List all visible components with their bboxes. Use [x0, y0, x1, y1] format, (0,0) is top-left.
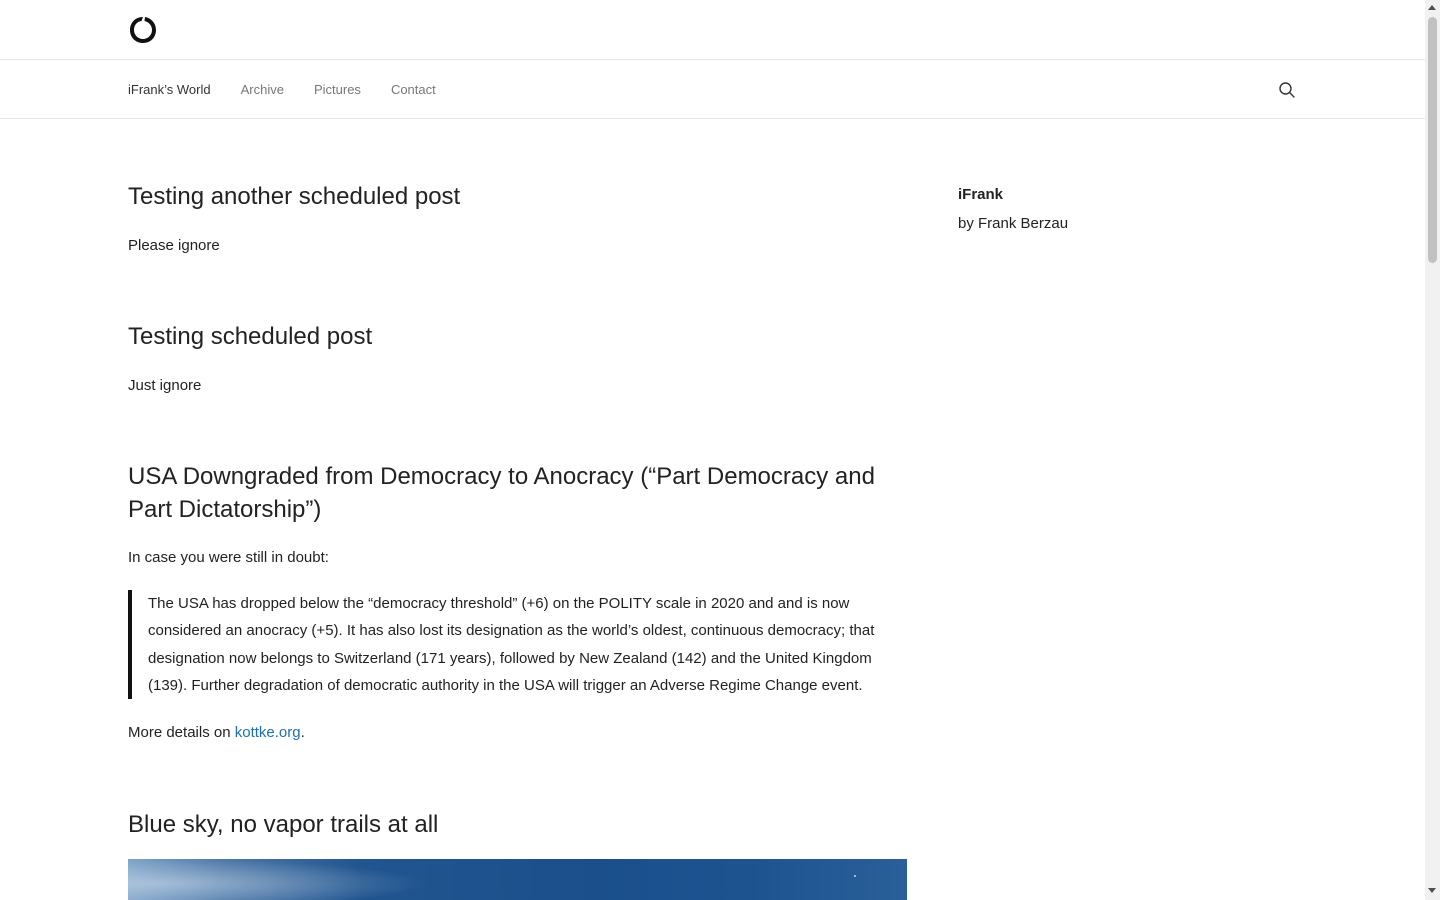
nav-item-archive[interactable]: Archive	[240, 82, 284, 97]
sidebar	[958, 184, 1068, 235]
post-title[interactable]: Testing another scheduled post	[128, 183, 461, 210]
post-intro: In case you were still in doubt:	[128, 549, 329, 566]
sidebar-title: iFrank	[958, 186, 1004, 203]
post-title[interactable]: Blue sky, no vapor trails at all	[128, 811, 439, 838]
post-quote: The USA has dropped below the “democracy threshold” (+6) on the POLITY scale in 2020 and and is now considered an anocracy (+5). It has also lost its designation as the world’s oldest, continuous democracy; that designation now belongs to Switzerland (171 years), followed by New Zealand (142) and the United Kingdom (139). Further degradation of democratic authority in the USA will trigger an Adverse Regime Change event.	[128, 590, 907, 699]
more-prefix: More details on	[128, 724, 235, 741]
post-body: Please ignore	[128, 237, 220, 254]
sidebar-subtitle: by Frank Berzau	[958, 215, 1069, 232]
site-header	[0, 0, 1425, 60]
nav-item-pictures[interactable]: Pictures	[313, 82, 361, 97]
scroll-up-arrow-icon[interactable]	[1428, 5, 1436, 10]
nav-item-contact[interactable]: Contact	[390, 82, 436, 97]
post-more-details	[128, 722, 305, 744]
main-navigation	[0, 60, 1425, 119]
scroll-down-arrow-icon[interactable]	[1428, 888, 1436, 893]
more-suffix: .	[300, 724, 305, 741]
image-speck	[854, 875, 856, 877]
post-title[interactable]: Testing scheduled post	[128, 323, 373, 350]
vertical-scrollbar[interactable]	[1425, 0, 1440, 900]
blue-sky-image[interactable]	[128, 859, 907, 900]
image-haze	[128, 859, 428, 900]
post-title[interactable]: USA Downgraded from Democracy to Anocracy (“Part Democracy and Part Dictatorship”)	[128, 463, 875, 523]
post-body: Just ignore	[128, 377, 202, 394]
search-icon[interactable]	[1278, 81, 1296, 99]
nav-item-ifranks-world[interactable]: iFrank’s World	[128, 82, 211, 97]
kottke-link[interactable]: kottke.org	[234, 724, 301, 741]
scrollbar-thumb[interactable]	[1428, 17, 1437, 263]
site-logo-icon[interactable]	[128, 15, 158, 45]
